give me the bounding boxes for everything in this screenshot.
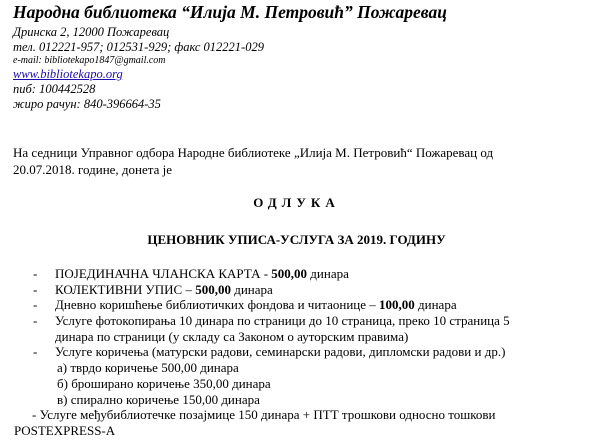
list-dash: - xyxy=(33,281,38,297)
library-website-link[interactable]: www.bibliotekapo.org xyxy=(13,67,123,81)
library-name: Народна библиотека “Илија М. Петровић” Пожаревац xyxy=(13,2,447,22)
list-dash: - xyxy=(33,297,38,313)
item-text: динара по страници (у складу са Законом о ауторским правима) xyxy=(55,328,409,344)
intro-line-2: 20.07.2018. године, донета је xyxy=(13,162,173,177)
list-dash: - xyxy=(33,266,38,281)
item-text: в) спирално коричење 150,00 динара xyxy=(57,391,260,407)
item-unit: динара xyxy=(307,266,349,281)
list-item xyxy=(0,313,593,329)
item-text: Услуге фотокопирања 10 динара по страници до 10 страница, преко 10 страница 5 xyxy=(55,313,510,329)
list-item-continuation xyxy=(0,329,593,345)
item-text: ПОЈЕДИНАЧНА ЧЛАНСКА КАРТА - xyxy=(55,266,272,281)
list-item xyxy=(0,407,593,423)
item-price: 100,00 xyxy=(379,297,415,313)
list-item-continuation xyxy=(0,423,593,439)
library-email: e-mail: bibliotekapo1847@gmail.com xyxy=(13,55,166,66)
sub-item xyxy=(0,392,593,408)
item-unit: динара xyxy=(230,281,273,297)
decision-subtitle: ЦЕНОВНИК УПИСА-УСЛУГА ЗА 2019. ГОДИНУ xyxy=(147,232,446,247)
item-text: б) брoширано коричење 350,00 динара xyxy=(57,375,271,391)
item-price: 500,00 xyxy=(195,281,231,297)
library-phones: тел. 012221-957; 012531-929; факс 012221-029 xyxy=(13,40,264,54)
price-list xyxy=(0,266,593,439)
list-item xyxy=(0,344,593,360)
decision-title: ОДЛУКА xyxy=(253,195,340,210)
sub-item xyxy=(0,376,593,392)
item-text: Дневно коришћење библиотичких фондова и читаонице – xyxy=(55,297,380,313)
list-item xyxy=(0,266,593,282)
item-text: - Услуге међубиблиотечке позајмице 150 динара + ПТТ трошкови односно тошкови xyxy=(32,407,496,423)
item-text: Услуге коричења (матурски радови, семинарски радови, дипломски радови и др.) xyxy=(55,344,506,360)
intro-paragraph xyxy=(13,144,573,178)
intro-line-1: На седници Управног одбора Народне библиотеке „Илија М. Петровић“ Пожаревац од xyxy=(13,145,494,160)
list-item xyxy=(0,282,593,298)
item-text: КОЛЕКТИВНИ УПИС – xyxy=(55,281,196,297)
sub-item xyxy=(0,360,593,376)
list-item xyxy=(0,297,593,313)
list-dash: - xyxy=(33,344,38,360)
item-text: POSTEXPRESS-A xyxy=(14,422,116,438)
item-price: 500,00 xyxy=(271,266,308,281)
item-unit: динара xyxy=(414,297,457,313)
library-pib: пиб: 100442528 xyxy=(13,82,96,96)
item-text: а) тврдо коричење 500,00 динара xyxy=(57,360,239,376)
library-account: жиро рачун: 840-396664-35 xyxy=(13,97,161,111)
list-dash: - xyxy=(33,313,38,329)
library-address: Дринска 2, 12000 Пожаревац xyxy=(13,25,170,39)
